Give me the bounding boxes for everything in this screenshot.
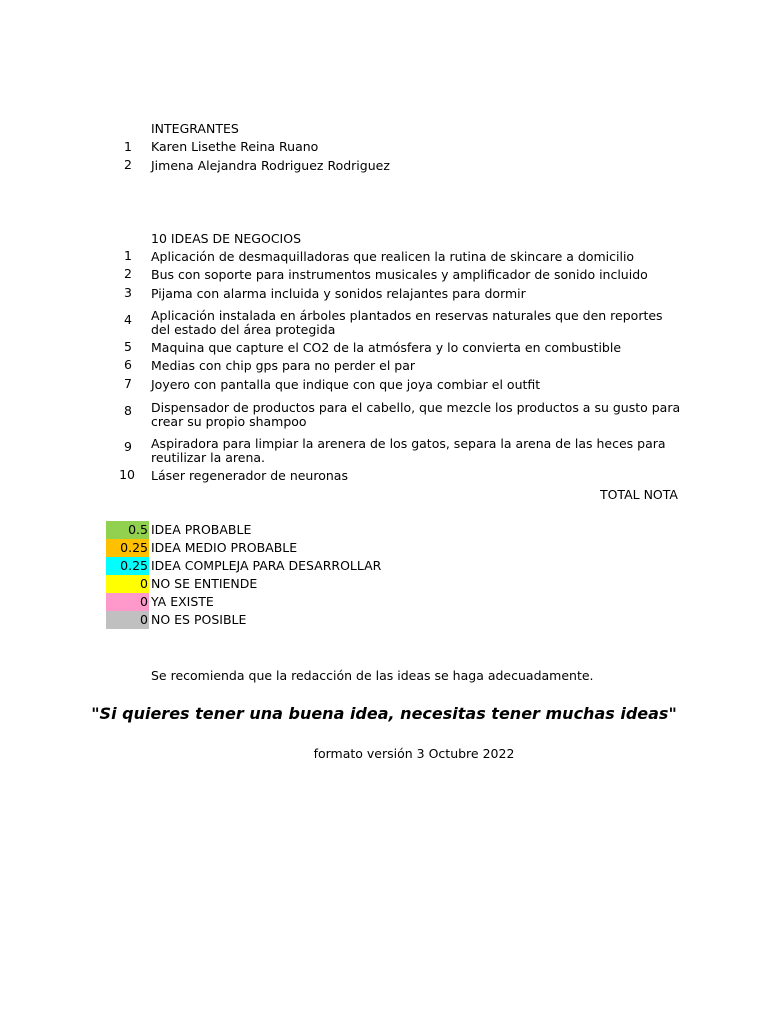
total-grade-label: TOTAL NOTA xyxy=(599,487,678,502)
idea-text: Joyero con pantalla que indique con que joya combiar el outfit xyxy=(151,377,541,392)
legend-value-complex: 0.25 xyxy=(106,557,149,575)
idea-number: 8 xyxy=(124,403,132,418)
idea-text: Aplicación de desmaquilladoras que realicen la rutina de skincare a domicilio xyxy=(151,249,635,264)
legend-value-medium-probable: 0.25 xyxy=(106,539,149,557)
member-number: 1 xyxy=(124,139,132,154)
idea-number: 10 xyxy=(119,467,135,482)
legend-label: YA EXISTE xyxy=(151,594,214,609)
legend-label: IDEA PROBABLE xyxy=(151,522,252,537)
idea-text: Pijama con alarma incluida y sonidos relajantes para dormir xyxy=(151,286,526,301)
idea-text: Aspiradora para limpiar la arenera de los gatos, separa la arena de las heces para reutilizar la arena. xyxy=(151,436,666,465)
member-name: Jimena Alejandra Rodriguez Rodriguez xyxy=(151,158,390,173)
idea-text: Bus con soporte para instrumentos musicales y amplificador de sonido incluido xyxy=(151,267,648,282)
idea-text: Láser regenerador de neuronas xyxy=(151,468,348,483)
idea-text: Aplicación instalada en árboles plantados en reservas naturales que den reportes del estado del área protegida xyxy=(151,308,663,337)
legend-label: NO SE ENTIENDE xyxy=(151,576,258,591)
quote-text: "Si quieres tener una buena idea, necesitas tener muchas ideas" xyxy=(91,704,677,723)
members-heading: INTEGRANTES xyxy=(151,121,239,136)
idea-text: Maquina que capture el CO2 de la atmósfera y lo convierta en combustible xyxy=(151,340,622,355)
member-number: 2 xyxy=(124,157,132,172)
idea-text: Medias con chip gps para no perder el par xyxy=(151,358,416,373)
legend-label: IDEA MEDIO PROBABLE xyxy=(151,540,298,555)
ideas-heading: 10 IDEAS DE NEGOCIOS xyxy=(151,231,302,246)
idea-number: 6 xyxy=(124,357,132,372)
idea-number: 9 xyxy=(124,439,132,454)
legend-value-already-exists: 0 xyxy=(106,593,149,611)
idea-number: 4 xyxy=(124,312,132,327)
idea-number: 3 xyxy=(124,285,132,300)
legend-label: NO ES POSIBLE xyxy=(151,612,247,627)
legend-label: IDEA COMPLEJA PARA DESARROLLAR xyxy=(151,558,382,573)
idea-number: 1 xyxy=(124,248,132,263)
idea-number: 7 xyxy=(124,376,132,391)
format-version-note: formato versión 3 Octubre 2022 xyxy=(313,746,515,761)
idea-number: 2 xyxy=(124,266,132,281)
idea-text: Dispensador de productos para el cabello, que mezcle los productos a su gusto para crear su propio shampoo xyxy=(151,400,681,429)
recommendation-text: Se recomienda que la redacción de las ideas se haga adecuadamente. xyxy=(151,668,594,683)
member-name: Karen Lisethe Reina Ruano xyxy=(151,139,319,154)
legend-value-not-understood: 0 xyxy=(106,575,149,593)
legend-value-idea-probable: 0.5 xyxy=(106,521,149,539)
idea-number: 5 xyxy=(124,339,132,354)
legend-value-not-possible: 0 xyxy=(106,611,149,629)
